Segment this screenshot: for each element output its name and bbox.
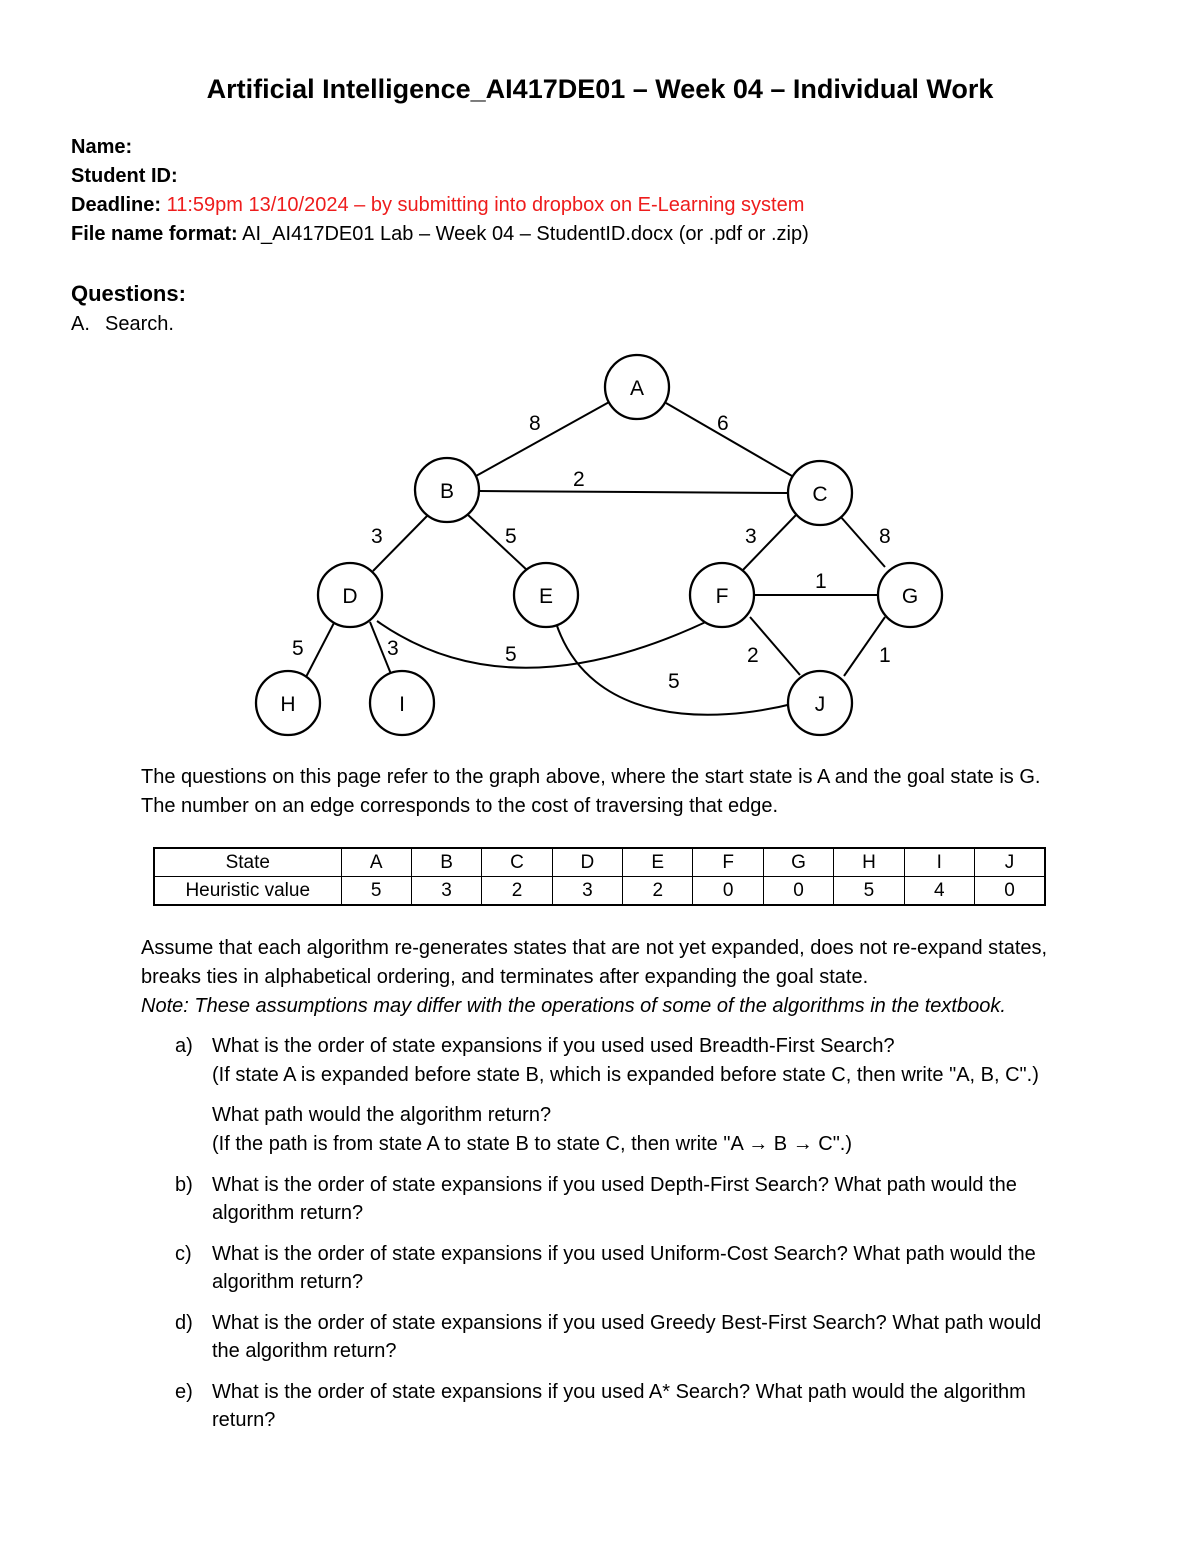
heuristic-cell: 3 <box>411 877 481 906</box>
weight-f-g: 1 <box>815 570 827 593</box>
section-label: Search. <box>105 313 174 335</box>
assumptions-line-1: Assume that each algorithm re-generates states that are not yet expanded, does not re-expand states, <box>141 937 1048 959</box>
intro-line-1: The questions on this page refer to the graph above, where the start state is A and the goal state is G. <box>141 766 1041 788</box>
heuristic-cell: 5 <box>834 877 904 906</box>
node-b <box>415 458 479 522</box>
question-d-line-2: the algorithm return? <box>212 1340 397 1362</box>
heuristic-table <box>153 847 1046 906</box>
question-d-line-1: What is the order of state expansions if you used Greedy Best-First Search? What path would <box>212 1312 1042 1334</box>
node-d <box>318 563 382 627</box>
heuristic-cell: 4 <box>904 877 974 906</box>
name-label: Name: <box>71 136 133 158</box>
svg-text:C: C <box>812 483 828 506</box>
node-g <box>878 563 942 627</box>
deadline-value: 11:59pm 13/10/2024 – by submitting into dropbox on E-Learning system <box>166 194 805 216</box>
state-cell: G <box>763 848 833 877</box>
student-id-label: Student ID: <box>71 165 178 187</box>
assumptions-paragraph <box>141 934 1047 1021</box>
weight-e-j: 5 <box>668 670 680 693</box>
weight-a-c: 6 <box>717 412 729 435</box>
node-j <box>788 671 852 735</box>
question-e-line-2: return? <box>212 1409 276 1431</box>
search-graph <box>240 345 960 745</box>
svg-text:I: I <box>399 693 405 716</box>
state-cell: I <box>904 848 974 877</box>
heuristic-cell: 0 <box>693 877 763 906</box>
weight-b-d: 3 <box>371 525 383 548</box>
heuristic-header: Heuristic value <box>154 877 341 906</box>
node-e <box>514 563 578 627</box>
weight-c-g: 8 <box>879 525 891 548</box>
state-cell: D <box>552 848 622 877</box>
question-e-line-1: What is the order of state expansions if you used A* Search? What path would the algorithm <box>212 1381 1026 1403</box>
question-a-line-2: (If state A is expanded before state B, which is expanded before state C, then write "A, B, C".) <box>212 1064 1039 1086</box>
intro-paragraph <box>141 763 1040 821</box>
weight-f-j: 2 <box>747 644 759 667</box>
state-cell: J <box>975 848 1045 877</box>
svg-text:H: H <box>280 693 296 716</box>
edge-d-h <box>306 619 336 677</box>
question-b-line-1: What is the order of state expansions if you used Depth-First Search? What path would the <box>212 1174 1017 1196</box>
weight-a-b: 8 <box>529 412 541 435</box>
svg-text:B: B <box>439 480 455 503</box>
svg-text:G: G <box>901 585 919 608</box>
section-letter: A. <box>71 313 90 335</box>
state-cell: H <box>834 848 904 877</box>
section-heading <box>71 313 174 336</box>
weight-d-i: 3 <box>387 637 399 660</box>
svg-text:F: F <box>715 585 729 608</box>
question-d-label: d) <box>175 1312 193 1334</box>
edge-a-b <box>476 401 611 476</box>
question-c-label: c) <box>175 1243 192 1265</box>
weight-c-f: 3 <box>745 525 757 548</box>
file-format-label: File name format: <box>71 223 238 245</box>
heuristic-cell: 3 <box>552 877 622 906</box>
edge-b-e <box>467 514 528 571</box>
file-format-value: AI_AI417DE01 Lab – Week 04 – StudentID.docx (or .pdf or .zip) <box>242 223 809 245</box>
weight-g-j: 1 <box>879 644 891 667</box>
node-c <box>788 461 852 525</box>
edge-e-j <box>556 623 796 715</box>
question-e-label: e) <box>175 1381 193 1403</box>
heuristic-cell: 5 <box>341 877 411 906</box>
heuristic-cell: 0 <box>763 877 833 906</box>
question-list <box>141 1032 1141 1452</box>
student-id-line <box>71 165 178 188</box>
state-cell: B <box>411 848 481 877</box>
question-a-label: a) <box>175 1035 193 1057</box>
edge-b-c <box>479 491 787 493</box>
graph-nodes <box>256 355 942 735</box>
weight-d-f: 5 <box>505 643 517 666</box>
weight-d-h: 5 <box>292 637 304 660</box>
deadline-line <box>71 194 804 217</box>
question-b-line-2: algorithm return? <box>212 1202 364 1224</box>
state-cell: F <box>693 848 763 877</box>
svg-text:J: J <box>814 693 826 716</box>
name-line <box>71 136 132 159</box>
questions-heading: Questions: <box>71 281 186 306</box>
svg-text:D: D <box>342 585 358 608</box>
heuristic-cell: 2 <box>482 877 552 906</box>
question-b-label: b) <box>175 1174 193 1196</box>
weight-b-c: 2 <box>573 468 585 491</box>
note-line: Note: These assumptions may differ with the operations of some of the algorithms in the textbook. <box>141 995 1006 1017</box>
state-row <box>154 848 1045 877</box>
intro-line-2: The number on an edge corresponds to the cost of traversing that edge. <box>141 795 779 817</box>
deadline-label: Deadline: <box>71 194 162 216</box>
state-cell: E <box>623 848 693 877</box>
node-a <box>605 355 669 419</box>
page-title: Artificial Intelligence_AI417DE01 – Week 04 – Individual Work <box>206 74 994 104</box>
heuristic-cell: 2 <box>623 877 693 906</box>
heuristic-cell: 0 <box>975 877 1045 906</box>
state-cell: A <box>341 848 411 877</box>
node-i <box>370 671 434 735</box>
question-a-line-3: What path would the algorithm return? <box>212 1104 552 1126</box>
state-cell: C <box>482 848 552 877</box>
svg-text:E: E <box>538 585 554 608</box>
question-a-line-4: (If the path is from state A to state B to state C, then write "A → B → C".) <box>212 1133 853 1155</box>
question-c-line-2: algorithm return? <box>212 1271 364 1293</box>
question-a-line-1: What is the order of state expansions if you used used Breadth-First Search? <box>212 1035 895 1057</box>
heuristic-row <box>154 877 1045 906</box>
assumptions-line-2: breaks ties in alphabetical ordering, and terminates after expanding the goal state. <box>141 966 869 988</box>
node-h <box>256 671 320 735</box>
question-c-line-1: What is the order of state expansions if you used Uniform-Cost Search? What path would the <box>212 1243 1036 1265</box>
graph-edges <box>306 401 885 715</box>
weight-b-e: 5 <box>505 525 517 548</box>
edge-a-c <box>666 403 792 476</box>
file-format-line <box>71 223 809 246</box>
svg-text:A: A <box>629 377 645 400</box>
node-f <box>690 563 754 627</box>
state-header: State <box>154 848 341 877</box>
